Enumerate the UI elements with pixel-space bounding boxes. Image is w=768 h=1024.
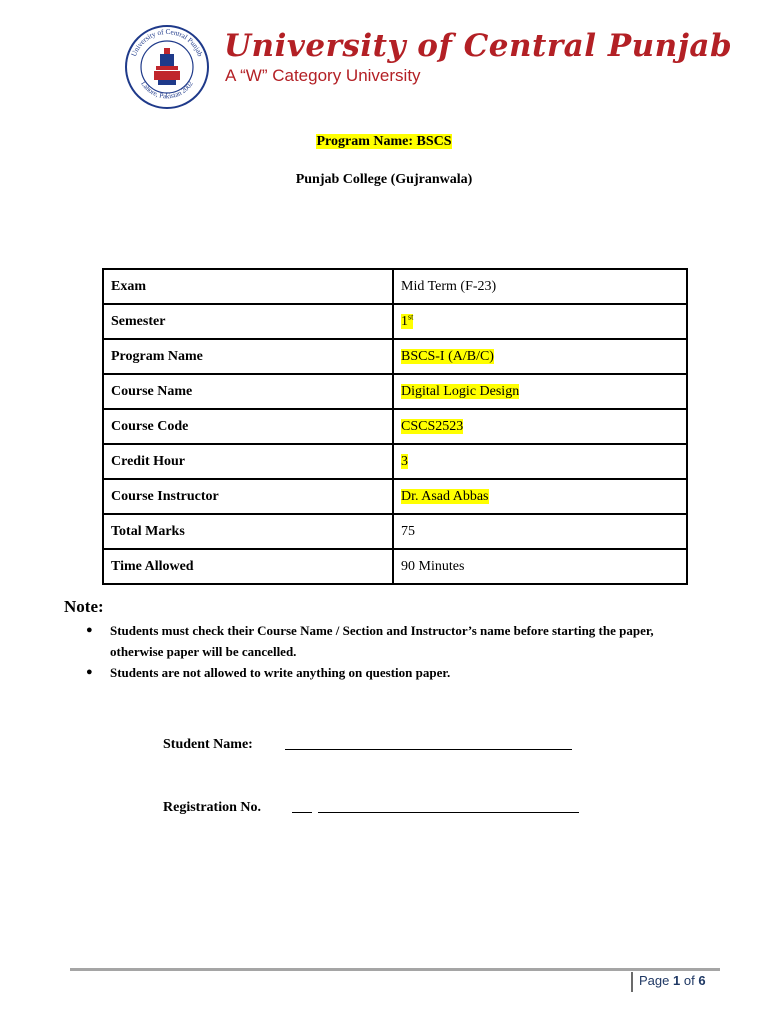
- note-item-text: Students must check their Course Name / Section and Instructor’s name before starting the paper, otherwise paper will be cancelled.: [110, 623, 654, 659]
- info-row: [103, 269, 687, 304]
- info-row: [103, 514, 687, 549]
- info-value-cell: [393, 514, 687, 549]
- info-label: Time Allowed: [103, 549, 393, 584]
- info-row: [103, 374, 687, 409]
- info-value-text: Mid Term (F-23): [401, 278, 497, 294]
- page-current: 1: [673, 973, 681, 988]
- bullet-dot-icon: ●: [86, 666, 93, 678]
- registration-no-label: Registration No.: [163, 800, 261, 815]
- footer-rule: [70, 968, 720, 971]
- note-item: [84, 662, 684, 683]
- info-value: [401, 349, 494, 364]
- info-label: Exam: [103, 269, 393, 304]
- info-value-cell: [393, 304, 687, 339]
- note-list: [84, 620, 684, 683]
- registration-no-line[interactable]: [318, 812, 579, 813]
- svg-text:University of Central Punjab: University of Central Punjab: [129, 27, 205, 58]
- info-label: Course Code: [103, 409, 393, 444]
- program-name-heading: [0, 134, 768, 150]
- info-row: [103, 479, 687, 514]
- info-row: [103, 549, 687, 584]
- student-name-line[interactable]: [285, 749, 572, 750]
- info-value-text: 90 Minutes: [401, 558, 465, 574]
- info-row: [103, 409, 687, 444]
- info-value-text: Dr. Asad Abbas: [401, 488, 489, 504]
- svg-text:Lahore, Pakistan 2002: Lahore, Pakistan 2002: [139, 79, 195, 101]
- note-item: [84, 620, 684, 662]
- info-value-text: 75: [401, 523, 415, 539]
- info-label: Course Instructor: [103, 479, 393, 514]
- student-name-label: Student Name:: [163, 737, 253, 752]
- info-row: [103, 444, 687, 479]
- university-tagline: A “W” Category University: [225, 66, 421, 85]
- info-value: [401, 314, 413, 329]
- info-value-text: 3: [401, 453, 408, 469]
- info-label: Credit Hour: [103, 444, 393, 479]
- page-of-word: of: [683, 973, 695, 988]
- info-label: Total Marks: [103, 514, 393, 549]
- info-label: Course Name: [103, 374, 393, 409]
- info-value-cell: [393, 339, 687, 374]
- note-item-text: Students are not allowed to write anything on question paper.: [110, 665, 451, 680]
- ucp-seal-logo: [124, 24, 210, 110]
- college-name: Punjab College (Gujranwala): [295, 172, 473, 187]
- info-value-text: CSCS2523: [401, 418, 464, 434]
- info-value: [401, 524, 415, 539]
- info-value-text: BSCS-I (A/B/C): [401, 348, 494, 364]
- info-value: [401, 419, 463, 434]
- bullet-dot-icon: ●: [86, 624, 93, 636]
- page-word: Page: [639, 973, 670, 988]
- document-header: [124, 22, 733, 101]
- note-title: Note:: [64, 597, 104, 616]
- university-name: University of Central Punjab: [224, 28, 733, 64]
- info-label: Semester: [103, 304, 393, 339]
- info-value: [401, 454, 408, 469]
- info-value-cell: [393, 549, 687, 584]
- info-row: [103, 339, 687, 374]
- info-value: [401, 559, 464, 574]
- info-value-cell: [393, 374, 687, 409]
- info-value-superscript: st: [408, 312, 414, 322]
- info-value-text: Digital Logic Design: [401, 383, 520, 399]
- info-value: [401, 384, 519, 399]
- info-value-cell: [393, 444, 687, 479]
- exam-info-table: [102, 268, 688, 585]
- registration-line-short: [292, 812, 312, 813]
- info-row: [103, 304, 687, 339]
- info-value-cell: [393, 409, 687, 444]
- info-value-text: 1: [401, 314, 408, 330]
- info-value: [401, 279, 496, 294]
- info-value-cell: [393, 479, 687, 514]
- page-number: [639, 973, 706, 988]
- page-total: 6: [698, 973, 706, 988]
- info-value-cell: [393, 269, 687, 304]
- program-name-text: Program Name: BSCS: [316, 134, 452, 149]
- info-label: Program Name: [103, 339, 393, 374]
- footer-page-marker: [631, 972, 633, 992]
- info-value: [401, 489, 489, 504]
